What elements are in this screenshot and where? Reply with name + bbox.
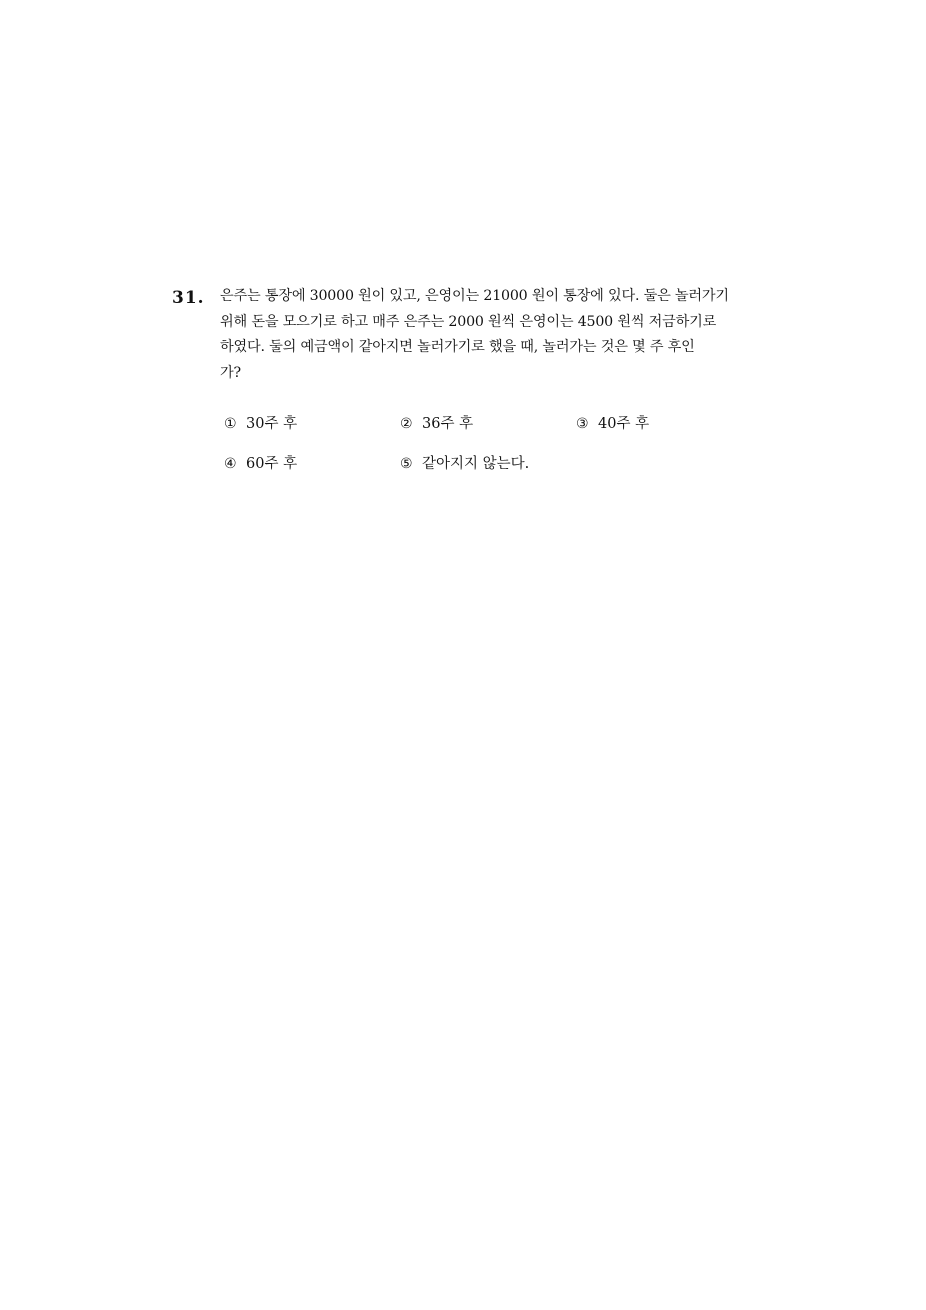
choice-3[interactable] [576,412,649,433]
choice-1[interactable] [224,412,297,433]
question-text [220,284,748,386]
choice-1-text: 30주 후 [246,416,298,432]
choice-3-text: 40주 후 [598,416,650,432]
choice-5-text: 같아지지 않는다. [422,456,530,472]
choice-2-text: 36주 후 [422,416,474,432]
choice-5[interactable] [400,452,529,473]
choice-2-mark: ② [400,416,413,432]
choice-2[interactable] [400,412,473,433]
choice-5-mark: ⑤ [400,456,413,472]
question-line-2: 위해 돈을 모으기로 하고 매주 은주는 2000 원씩 은영이는 4500 원씩 저금하기로 [220,313,717,330]
choice-3-mark: ③ [576,416,589,432]
question-line-4: 가? [220,364,241,381]
answer-choices [224,412,784,492]
choice-1-mark: ① [224,416,237,432]
question-line-1: 은주는 통장에 30000 원이 있고, 은영이는 21000 원이 통장에 있다. 둘은 놀러가기 [220,288,729,304]
choice-4[interactable] [224,452,297,473]
choice-4-text: 60주 후 [246,456,298,472]
question-number: 31. [172,288,205,308]
question-line-3: 하였다. 둘의 예금액이 같아지면 놀러가기로 했을 때, 놀러가는 것은 몇 주 후인 [220,339,695,355]
choice-4-mark: ④ [224,456,237,472]
